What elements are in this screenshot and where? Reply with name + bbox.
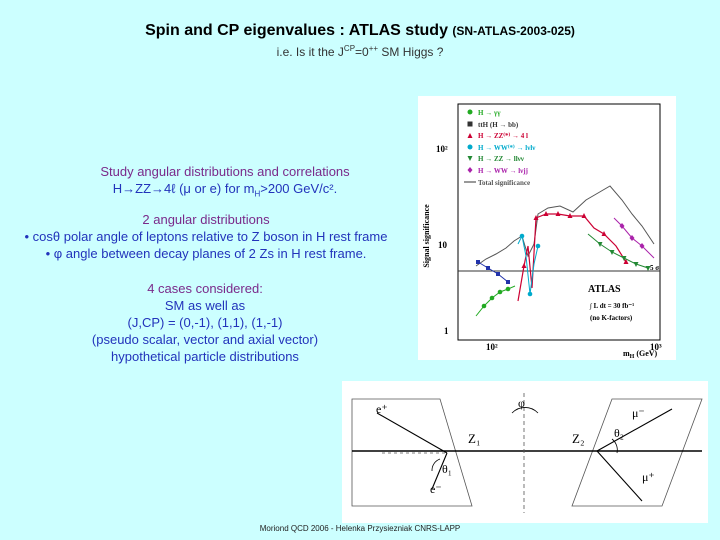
ww-point <box>536 244 541 249</box>
footer-credit: Moriond QCD 2006 - Helenka Przysiezniak CNRS-LAPP <box>259 524 461 533</box>
page-subtitle <box>0 44 720 59</box>
decay-angles-diagram <box>342 381 708 523</box>
title-reference: (SN-ATLAS-2003-025) <box>452 24 575 38</box>
significance-plot-image <box>418 96 676 360</box>
label-z1: Z₁ <box>468 431 481 446</box>
y-tick-100: 10² <box>436 144 448 154</box>
tth-point <box>506 280 510 284</box>
plot-xlabel-sub: H <box>629 354 635 360</box>
cases-line-4: hypothetical particle distributions <box>111 349 299 364</box>
gamma-gamma-point <box>482 304 487 309</box>
plot-xlabel-m: m <box>623 349 630 358</box>
gamma-gamma-point <box>490 296 495 301</box>
plot-ylabel: Signal significance <box>422 204 431 268</box>
significance-plot-svg <box>418 96 676 360</box>
legend-label-zzllnn: H → ZZ → llνν <box>478 155 524 163</box>
label-theta2: θ₂ <box>614 426 624 440</box>
legend-label-total: Total significance <box>478 179 531 187</box>
y-tick-10: 10 <box>438 240 447 250</box>
study-line-2-end: >200 GeV/c². <box>260 181 338 196</box>
atlas-label: ATLAS <box>588 284 621 295</box>
study-line-2-text: H→ZZ→4ℓ (μ or e) for m <box>112 181 255 196</box>
gamma-gamma-point <box>498 290 503 295</box>
angles-item-costheta: • cosθ polar angle of leptons relative to Z boson in H rest frame <box>24 229 388 244</box>
x-tick-100: 10² <box>486 342 498 352</box>
subtitle-post: SM Higgs ? <box>378 45 444 59</box>
legend-marker-gamma <box>468 110 473 115</box>
label-mu-minus: μ⁻ <box>632 406 645 420</box>
legend-label-gamma: H → γγ <box>478 109 501 117</box>
legend-marker-tth <box>468 122 473 127</box>
angles-heading: 2 angular distributions <box>142 212 270 227</box>
diagram-background <box>342 381 708 523</box>
study-line-2-sub: H <box>254 189 261 199</box>
tth-point <box>476 260 480 264</box>
tth-point <box>496 272 500 276</box>
label-e-plus: e⁺ <box>376 402 388 416</box>
legend-marker-ww <box>468 145 473 150</box>
ww-point <box>520 234 525 239</box>
subtitle-sup-pp: ++ <box>368 44 379 53</box>
subtitle-pre: i.e. Is it the J <box>276 45 344 59</box>
legend-label-wwlnjj: H → WW → lνjj <box>478 167 528 175</box>
legend-label-tth: ttH (H → bb) <box>478 121 519 129</box>
label-z2: Z₂ <box>572 431 585 446</box>
cases-line-2: (J,CP) = (0,-1), (1,1), (1,-1) <box>127 315 283 330</box>
label-mu-plus: μ⁺ <box>642 470 655 484</box>
title-main: Spin and CP eigenvalues : ATLAS study <box>145 22 448 39</box>
legend-label-ww: H → WW⁽*⁾ → lνlν <box>478 144 536 152</box>
study-text <box>30 163 420 203</box>
legend-label-zz4l: H → ZZ⁽*⁾ → 4 l <box>478 132 528 140</box>
lumi-label: ∫ L dt = 30 fb⁻¹ <box>590 302 635 310</box>
study-line-1: Study angular distributions and correlations <box>100 164 350 179</box>
decay-angles-svg <box>342 381 708 523</box>
x-tick-1000: 10³ <box>650 342 662 352</box>
cases-line-3: (pseudo scalar, vector and axial vector) <box>91 332 319 347</box>
page-title <box>0 22 720 40</box>
plot-background <box>418 96 676 360</box>
angles-text <box>0 211 412 262</box>
label-theta1: θ₁ <box>442 462 452 476</box>
tth-point <box>486 266 490 270</box>
label-phi: φ <box>518 396 525 410</box>
cases-line-1: SM as well as <box>164 298 246 313</box>
gamma-gamma-point <box>506 287 511 292</box>
y-tick-1: 1 <box>444 326 449 336</box>
subtitle-sup-cp: CP <box>343 44 356 53</box>
five-sigma-label: 5 σ <box>650 264 660 272</box>
ww-point <box>528 292 533 297</box>
plot-xlabel-unit: (GeV) <box>634 349 658 358</box>
subtitle-mid: =0 <box>355 45 369 59</box>
label-e-minus: e⁻ <box>430 482 442 496</box>
cases-heading: 4 cases considered: <box>147 281 263 296</box>
study-line-2 <box>30 180 420 203</box>
angles-item-phi: • φ angle between decay planes of 2 Zs in H rest frame. <box>45 246 367 261</box>
cases-text <box>40 280 370 365</box>
kfactors-label: (no K-factors) <box>590 314 633 322</box>
